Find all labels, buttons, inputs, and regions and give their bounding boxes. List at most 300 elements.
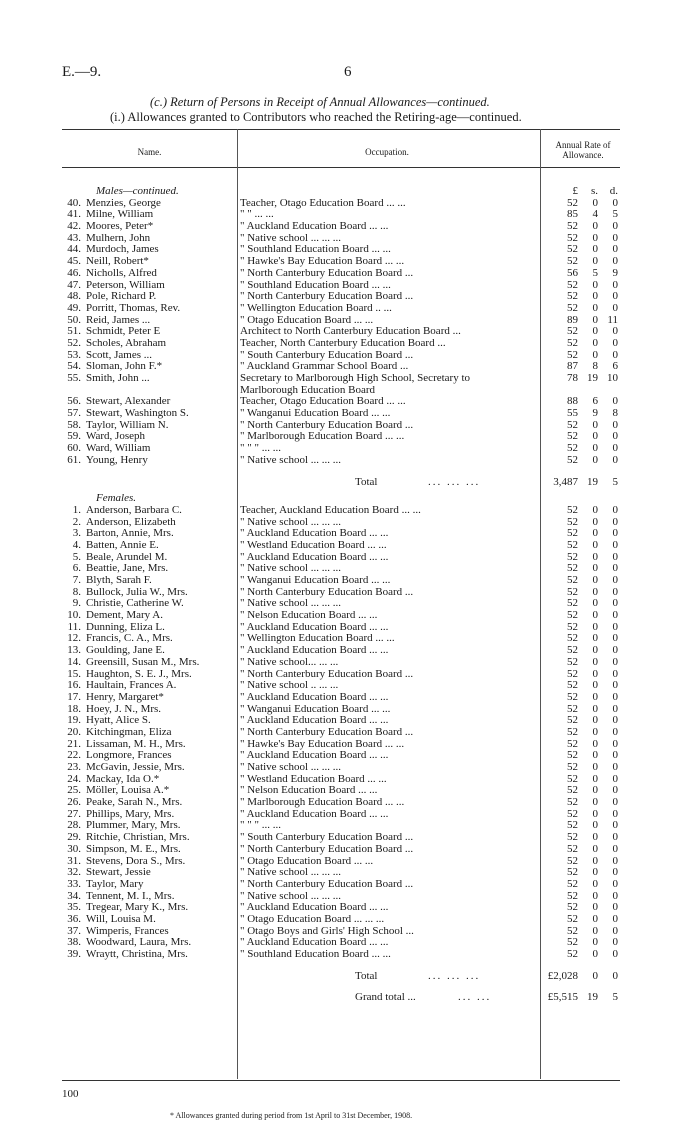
- table-row: [0, 879, 700, 891]
- pounds: 52: [567, 714, 578, 727]
- shillings: 0: [592, 866, 598, 879]
- shillings: 0: [592, 807, 598, 820]
- occupation: " Southland Education Board ... ...: [240, 949, 391, 960]
- occupation: " Otago Education Board ... ...: [240, 855, 374, 867]
- row-number: 53.: [67, 348, 81, 361]
- pounds: 52: [567, 418, 578, 431]
- row-number: 52.: [67, 336, 81, 349]
- males-rows: [0, 198, 700, 467]
- shillings: 0: [592, 597, 598, 610]
- shillings: 0: [592, 948, 598, 960]
- occupation: " Auckland Education Board ... ...: [240, 750, 389, 762]
- shillings: 0: [592, 632, 598, 645]
- document-code: E.—9.: [62, 64, 102, 80]
- pence: 0: [612, 725, 618, 738]
- row-number: 16.: [67, 679, 81, 692]
- shillings: 0: [592, 231, 598, 244]
- occupation: " Auckland Education Board ... ...: [240, 551, 389, 563]
- occupation: " Auckland Education Board ... ...: [240, 621, 389, 633]
- pence: 0: [612, 231, 618, 244]
- pence: 0: [612, 912, 618, 925]
- row-number: 41.: [67, 208, 81, 221]
- shillings: 9: [592, 407, 598, 420]
- row-number: 10.: [67, 609, 81, 622]
- row-number: 15.: [67, 667, 81, 680]
- row-number: 9.: [72, 597, 81, 610]
- shillings: 0: [592, 550, 598, 563]
- pounds: 52: [567, 679, 578, 692]
- occupation: " Native school... ... ...: [240, 656, 339, 668]
- row-number: 38.: [67, 936, 81, 949]
- pounds: 52: [567, 784, 578, 797]
- shillings: 0: [592, 243, 598, 256]
- pence: 0: [612, 243, 618, 256]
- pounds: 52: [567, 901, 578, 914]
- shillings: 0: [592, 348, 598, 361]
- table-row: [0, 797, 700, 809]
- pounds: 52: [567, 761, 578, 773]
- occupation: " Southland Education Board ... ...: [240, 279, 391, 291]
- person-name: Woodward, Laura, Mrs.: [86, 937, 192, 949]
- pence: 0: [612, 749, 618, 762]
- person-name: Phillips, Mary, Mrs.: [86, 808, 175, 820]
- grand-total-shillings: 19: [587, 991, 598, 1004]
- occupation: " North Canterbury Education Board ...: [240, 726, 414, 738]
- pence: 9: [612, 266, 618, 279]
- person-name: Scholes, Abraham: [86, 337, 167, 349]
- pounds: 87: [567, 360, 578, 373]
- row-number: 54.: [67, 360, 81, 373]
- pounds: 52: [567, 620, 578, 633]
- pounds: 52: [567, 772, 578, 785]
- total-shillings: 0: [592, 969, 598, 982]
- person-name: Schmidt, Peter E: [86, 326, 161, 338]
- pence: 0: [612, 453, 618, 466]
- table-row: [0, 303, 700, 315]
- pounds: 52: [567, 336, 578, 349]
- person-name: Barton, Annie, Mrs.: [86, 528, 174, 540]
- occupation: " Auckland Education Board ... ...: [240, 645, 389, 657]
- occupation: " Wanganui Education Board ... ...: [240, 575, 391, 586]
- pence: 0: [612, 889, 618, 902]
- pence: 5: [612, 208, 618, 221]
- occupation: " Auckland Grammar School Board ...: [240, 361, 409, 373]
- pounds: 78: [567, 372, 578, 384]
- pence: 0: [612, 924, 618, 937]
- pounds: 52: [567, 574, 578, 586]
- table-row: [0, 610, 700, 622]
- pence: 0: [612, 585, 618, 598]
- person-name: Anderson, Barbara C.: [86, 504, 182, 516]
- row-number: 44.: [67, 243, 81, 256]
- column-header-name: Name.: [137, 147, 162, 157]
- occupation: " Nelson Education Board ... ...: [240, 610, 378, 622]
- shillings: 0: [592, 667, 598, 680]
- shillings: 0: [592, 854, 598, 867]
- pence: 0: [612, 714, 618, 727]
- occupation: " Otago Boys and Girls' High School ...: [240, 925, 414, 937]
- person-name: Bullock, Julia W., Mrs.: [86, 586, 188, 598]
- row-number: 18.: [67, 702, 81, 715]
- pounds: 52: [567, 667, 578, 680]
- pounds: 52: [567, 644, 578, 657]
- section-heading-males: Males—continued.: [96, 185, 179, 197]
- shillings: 0: [592, 562, 598, 575]
- row-number: 12.: [67, 632, 81, 645]
- pence: 0: [612, 325, 618, 338]
- pounds: 52: [567, 889, 578, 902]
- row-number: 46.: [67, 266, 81, 279]
- occupation: Secretary to Marlborough High School, Secretary to: [240, 373, 471, 384]
- pounds: 52: [567, 442, 578, 455]
- occupation: Architect to North Canterbury Education Board ...: [240, 326, 461, 338]
- row-number: 5.: [72, 550, 81, 563]
- person-name: Taylor, William N.: [86, 419, 169, 431]
- occupation: " Southland Education Board ... ...: [240, 244, 391, 256]
- occupation: " Native school ... ... ...: [240, 867, 342, 879]
- pounds: 55: [567, 407, 578, 420]
- row-number: 3.: [72, 527, 81, 540]
- header-bottom-rule: [62, 167, 620, 168]
- person-name: Ritchie, Christian, Mrs.: [86, 832, 190, 844]
- shillings: 0: [592, 842, 598, 855]
- row-number: 36.: [67, 912, 81, 925]
- shillings: 0: [592, 301, 598, 314]
- person-name: Henry, Margaret*: [86, 691, 164, 703]
- pounds: 52: [567, 725, 578, 738]
- person-name: Plummer, Mary, Mrs.: [86, 820, 181, 832]
- pence: 0: [612, 901, 618, 914]
- shillings: 0: [592, 655, 598, 668]
- occupation: Teacher, North Canterbury Education Board ...: [240, 337, 446, 349]
- total-leader: ... ... ...: [428, 969, 481, 982]
- pounds: 52: [567, 255, 578, 268]
- occupation: " Auckland Education Board ... ...: [240, 221, 389, 233]
- occupation: " Marlborough Education Board ... ...: [240, 431, 405, 443]
- pence: 0: [612, 550, 618, 563]
- pence: 0: [612, 220, 618, 233]
- pence: 0: [612, 948, 618, 960]
- person-name: Peake, Sarah N., Mrs.: [86, 797, 183, 809]
- shillings: 0: [592, 313, 598, 326]
- row-number: 42.: [67, 220, 81, 233]
- row-number: 25.: [67, 784, 81, 797]
- column-header-occupation: Occupation.: [365, 147, 409, 157]
- shillings: 0: [592, 761, 598, 773]
- table-row: [0, 844, 700, 856]
- row-number: 6.: [72, 562, 81, 575]
- person-name: Ward, Joseph: [86, 431, 145, 443]
- occupation: " " ... ...: [240, 209, 274, 221]
- person-name: Kitchingman, Eliza: [86, 726, 172, 738]
- table-row: [0, 268, 700, 280]
- pounds: 52: [567, 550, 578, 563]
- pence: 0: [612, 278, 618, 291]
- pounds: 52: [567, 220, 578, 233]
- pounds: 56: [567, 266, 578, 279]
- occupation: " Auckland Education Board ... ...: [240, 528, 389, 540]
- occupation: " South Canterbury Education Board ...: [240, 832, 414, 844]
- shillings: 0: [592, 831, 598, 844]
- row-number: 22.: [67, 749, 81, 762]
- occupation: Teacher, Auckland Education Board ... ...: [240, 504, 421, 516]
- table-row: [0, 505, 700, 517]
- pence: 0: [612, 877, 618, 890]
- pence: 0: [612, 515, 618, 528]
- row-number: 55.: [67, 372, 81, 384]
- person-name: Murdoch, James: [86, 244, 159, 256]
- occupation: " " " ... ...: [240, 820, 281, 832]
- occupation: " Auckland Education Board ... ...: [240, 808, 389, 820]
- table-row: [0, 727, 700, 739]
- pence: 0: [612, 527, 618, 540]
- pence: 0: [612, 301, 618, 314]
- row-number: 47.: [67, 278, 81, 291]
- pence: 0: [612, 702, 618, 715]
- row-number: 24.: [67, 772, 81, 785]
- pounds: 52: [567, 854, 578, 867]
- pounds: 52: [567, 819, 578, 832]
- shillings: 0: [592, 737, 598, 750]
- occupation: " Native school ... ... ...: [240, 762, 342, 773]
- total-label: Total: [355, 969, 378, 982]
- shillings: 0: [592, 702, 598, 715]
- row-number: 8.: [72, 585, 81, 598]
- shillings: 0: [592, 609, 598, 622]
- shillings: 0: [592, 714, 598, 727]
- currency-shillings: s.: [590, 185, 598, 197]
- person-name: Beale, Arundel M.: [86, 551, 168, 563]
- table-bottom-rule: [62, 1080, 620, 1081]
- total-pounds: £2,028: [547, 969, 578, 982]
- shillings: 0: [592, 644, 598, 657]
- person-name: Haughton, S. E. J., Mrs.: [86, 668, 192, 680]
- shillings: 0: [592, 784, 598, 797]
- females-rows: [0, 505, 700, 961]
- shillings: 19: [587, 372, 598, 384]
- pence: 0: [612, 196, 618, 209]
- occupation: Teacher, Otago Education Board ... ...: [240, 396, 406, 408]
- occupation: " Native school ... ... ...: [240, 563, 342, 575]
- person-name: Taylor, Mary: [86, 878, 144, 890]
- row-number: 39.: [67, 948, 81, 960]
- pounds: 52: [567, 231, 578, 244]
- shillings: 0: [592, 442, 598, 455]
- occupation: " Auckland Education Board ... ...: [240, 937, 389, 949]
- occupation: " Auckland Education Board ... ...: [240, 691, 389, 703]
- occupation: " Hawke's Bay Education Board ... ...: [240, 256, 405, 268]
- pence: 0: [612, 290, 618, 303]
- person-name: Nicholls, Alfred: [86, 267, 157, 279]
- pounds: 52: [567, 737, 578, 750]
- occupation: " Wanganui Education Board ... ...: [240, 408, 391, 420]
- shillings: 0: [592, 527, 598, 540]
- pence: 0: [612, 538, 618, 551]
- pounds: 52: [567, 538, 578, 551]
- person-name: Peterson, William: [86, 279, 165, 291]
- occupation: " North Canterbury Education Board ...: [240, 586, 414, 598]
- pounds: 52: [567, 325, 578, 338]
- shillings: 0: [592, 278, 598, 291]
- person-name: Reid, James ...: [86, 314, 151, 326]
- pounds: 52: [567, 196, 578, 209]
- pence: 0: [612, 348, 618, 361]
- shillings: 0: [592, 220, 598, 233]
- table-row: [0, 914, 700, 926]
- occupation: " North Canterbury Education Board ...: [240, 878, 414, 890]
- person-name: Stewart, Washington S.: [86, 408, 189, 420]
- pence: 0: [612, 690, 618, 703]
- column-header-rate: Annual Rate of Allowance.: [555, 140, 611, 160]
- pounds: 52: [567, 278, 578, 291]
- pounds: 52: [567, 453, 578, 466]
- occupation: " South Canterbury Education Board ...: [240, 349, 414, 361]
- pounds: 52: [567, 924, 578, 937]
- person-name: Goulding, Jane E.: [86, 645, 165, 657]
- occupation: " Auckland Education Board ... ...: [240, 715, 389, 727]
- person-name: Scott, James ...: [86, 349, 152, 361]
- page-number: 6: [344, 64, 352, 80]
- occupation: " Native school ... ... ...: [240, 890, 342, 902]
- table-row: [0, 455, 700, 467]
- page-header: [62, 64, 662, 84]
- row-number: 2.: [72, 515, 81, 528]
- shillings: 0: [592, 889, 598, 902]
- person-name: Wraytt, Christina, Mrs.: [86, 949, 188, 960]
- person-name: McGavin, Jessie, Mrs.: [86, 762, 185, 773]
- shillings: 0: [592, 325, 598, 338]
- occupation: " Wellington Education Board .. ...: [240, 302, 392, 314]
- person-name: Dement, Mary A.: [86, 610, 163, 622]
- person-name: Pole, Richard P.: [86, 291, 157, 303]
- shillings: 6: [592, 395, 598, 408]
- shillings: 0: [592, 924, 598, 937]
- total-label: Total: [355, 475, 378, 488]
- person-name: Mackay, Ida O.*: [86, 773, 160, 785]
- pence: 0: [612, 574, 618, 586]
- row-number: 58.: [67, 418, 81, 431]
- shillings: 0: [592, 418, 598, 431]
- pence: 0: [612, 644, 618, 657]
- occupation: " Otago Education Board ... ...: [240, 314, 374, 326]
- occupation: " Native school ... ... ...: [240, 598, 342, 610]
- pounds: 85: [567, 208, 578, 221]
- person-name: Wimperis, Frances: [86, 925, 169, 937]
- person-name: Möller, Louisa A.*: [86, 785, 170, 797]
- row-number: 27.: [67, 807, 81, 820]
- shillings: 0: [592, 503, 598, 516]
- footer-page-count: 100: [62, 1088, 79, 1100]
- occupation: " Nelson Education Board ... ...: [240, 785, 378, 797]
- occupation: " Marlborough Education Board ... ...: [240, 797, 405, 809]
- row-number: 34.: [67, 889, 81, 902]
- pounds: 52: [567, 585, 578, 598]
- shillings: 0: [592, 772, 598, 785]
- person-name: Dunning, Eliza L.: [86, 621, 165, 633]
- pounds: 52: [567, 597, 578, 610]
- occupation: " Native school .. ... ...: [240, 680, 339, 692]
- row-number: 20.: [67, 725, 81, 738]
- pounds: 52: [567, 831, 578, 844]
- person-name: Mulhern, John: [86, 232, 151, 244]
- shillings: 0: [592, 196, 598, 209]
- shillings: 5: [592, 266, 598, 279]
- row-number: 23.: [67, 761, 81, 773]
- pence: 0: [612, 395, 618, 408]
- shillings: 0: [592, 255, 598, 268]
- person-name: Young, Henry: [86, 454, 148, 466]
- person-name: Blyth, Sarah F.: [86, 575, 152, 586]
- occupation: " Westland Education Board ... ...: [240, 539, 387, 551]
- pounds: 52: [567, 877, 578, 890]
- row-number: 43.: [67, 231, 81, 244]
- person-name: Simpson, M. E., Mrs.: [86, 843, 181, 855]
- spacer: [0, 467, 700, 477]
- pounds: 52: [567, 936, 578, 949]
- table-row: [0, 408, 700, 420]
- shillings: 4: [592, 208, 598, 221]
- person-name: Hyatt, Alice S.: [86, 715, 151, 727]
- total-pence: 5: [612, 475, 618, 488]
- person-name: Milne, William: [86, 209, 154, 221]
- pence: 0: [612, 667, 618, 680]
- person-name: Sloman, John F.*: [86, 361, 163, 373]
- pounds: 52: [567, 632, 578, 645]
- row-number: 56.: [67, 395, 81, 408]
- occupation: Marlborough Education Board: [240, 384, 376, 396]
- pence: 0: [612, 854, 618, 867]
- row-number: 31.: [67, 854, 81, 867]
- row-number: 7.: [72, 574, 81, 586]
- pence: 0: [612, 866, 618, 879]
- occupation: Teacher, Otago Education Board ... ...: [240, 197, 406, 209]
- occupation: " Auckland Education Board ... ...: [240, 902, 389, 914]
- row-number: 14.: [67, 655, 81, 668]
- shillings: 8: [592, 360, 598, 373]
- row-number: 33.: [67, 877, 81, 890]
- occupation: " Native school ... ... ...: [240, 232, 342, 244]
- row-number: 28.: [67, 819, 81, 832]
- person-name: Longmore, Frances: [86, 750, 172, 762]
- pence: 0: [612, 503, 618, 516]
- pence: 0: [612, 336, 618, 349]
- pence: 0: [612, 597, 618, 610]
- person-name: Christie, Catherine W.: [86, 598, 184, 610]
- pence: 0: [612, 737, 618, 750]
- shillings: 0: [592, 819, 598, 832]
- table-row: [0, 657, 700, 669]
- pence: 0: [612, 761, 618, 773]
- shillings: 0: [592, 749, 598, 762]
- shillings: 0: [592, 430, 598, 443]
- row-number: 48.: [67, 290, 81, 303]
- occupation: " North Canterbury Education Board ...: [240, 267, 414, 279]
- table-row: [0, 762, 700, 774]
- shillings: 0: [592, 574, 598, 586]
- pence: 0: [612, 609, 618, 622]
- row-number: 60.: [67, 442, 81, 455]
- pence: 0: [612, 620, 618, 633]
- occupation: " " " ... ...: [240, 443, 281, 455]
- shillings: 0: [592, 936, 598, 949]
- person-name: Moores, Peter*: [86, 221, 154, 233]
- pounds: 52: [567, 515, 578, 528]
- pence: 0: [612, 430, 618, 443]
- grand-total-pounds: £5,515: [547, 991, 578, 1004]
- pounds: 52: [567, 609, 578, 622]
- pounds: 52: [567, 290, 578, 303]
- shillings: 0: [592, 515, 598, 528]
